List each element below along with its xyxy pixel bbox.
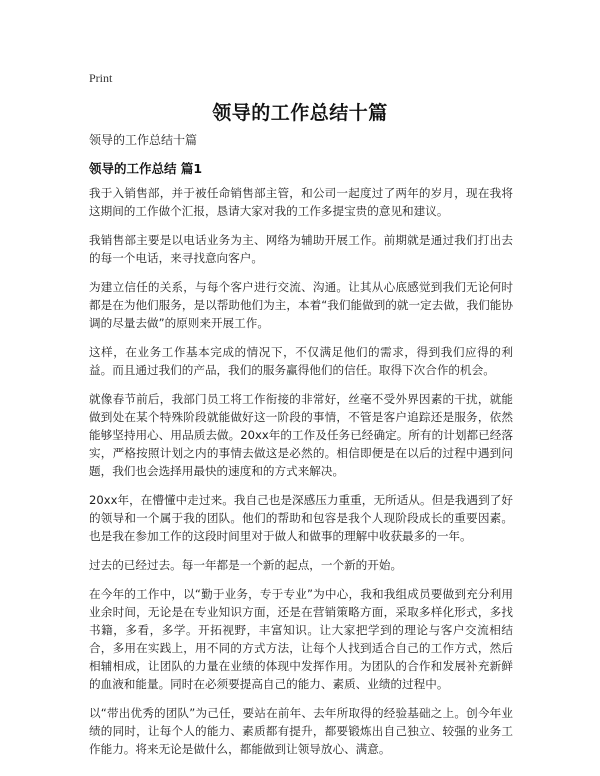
paragraph: 就像春节前后，我部门员工将工作衔接的非常好，丝毫不受外界因素的干扰，就能做到处在某个特殊阶段就能做好这一阶段的事情，不管是客户追踪还是服务，依然能够坚持用心、用品质去做。20xx年的工作及任务已经确定。所有的计划都已经落实，严格按照计划之内的事情去做这是必然的。相信即便是在以后的过程中遇到问题，我们也会选择用最快的速度和的方式来解决。: [89, 392, 513, 478]
paragraph: 20xx年，在懵懂中走过来。我自己也是深感压力重重，无所适从。但是我遇到了好的领导和一个属于我的团队。他们的帮助和包容是我个人现阶段成长的重要因素。也是我在参加工作的这段时间里对于做人和做事的理解中收获最多的一年。: [89, 493, 513, 543]
print-label: Print: [89, 71, 113, 85]
section-heading: 领导的工作总结 篇1: [89, 161, 203, 176]
paragraph: 这样，在业务工作基本完成的情况下，不仅满足他们的需求，得到我们应得的利益。而且通过我们的产品，我们的服务赢得他们的信任。取得下次合作的机会。: [89, 345, 513, 377]
paragraph: 我于入销售部，并于被任命销售部主管，和公司一起度过了两年的岁月，现在我将这期间的工作做个汇报，恳请大家对我的工作多提宝贵的意见和建议。: [89, 186, 513, 218]
document-body: [89, 184, 513, 769]
paragraph: 过去的已经过去。每一年都是一个新的起点，一个新的开始。: [89, 558, 403, 572]
paragraph: 在今年的工作中，以“勤于业务，专于专业”为中心，我和我组成员要做到充分利用业余时间，无论是在专业知识方面，还是在营销策略方面，采取多样化形式，多找书籍，多看，多学。开拓视野，丰富知识。让大家把学到的理论与客户交流相结合，多用在实践上，用不同的方式方法，让每个人找到适合自己的工作方式，然后相辅相成，让团队的力量在业绩的体现中发挥作用。为团队的合作和发展补充新鲜的血液和能量。同时在必须要提高自己的能力、素质、业绩的过程中。: [89, 587, 513, 691]
paragraph: 以“带出优秀的团队”为己任，要站在前年、去年所取得的经验基础之上。创今年业绩的同时，让每个人的能力、素质都有提升，都要锻炼出自己独立、较强的业务工作能力。将来无论是做什么，都能做到让领导放心、满意。: [89, 706, 513, 756]
document-title: 领导的工作总结十篇: [212, 102, 388, 124]
paragraph: 为建立信任的关系，与每个客户进行交流、沟通。让其从心底感觉到我们无论何时都是在为他们服务，是以帮助他们为主，本着“我们能做到的就一定去做，我们能协调的尽量去做”的原则来开展工作。: [89, 280, 513, 330]
document-subtitle: 领导的工作总结十篇: [89, 133, 198, 147]
paragraph: 我销售部主要是以电话业务为主、网络为辅助开展工作。前期就是通过我们打出去的每一个电话，来寻找意向客户。: [89, 233, 513, 265]
